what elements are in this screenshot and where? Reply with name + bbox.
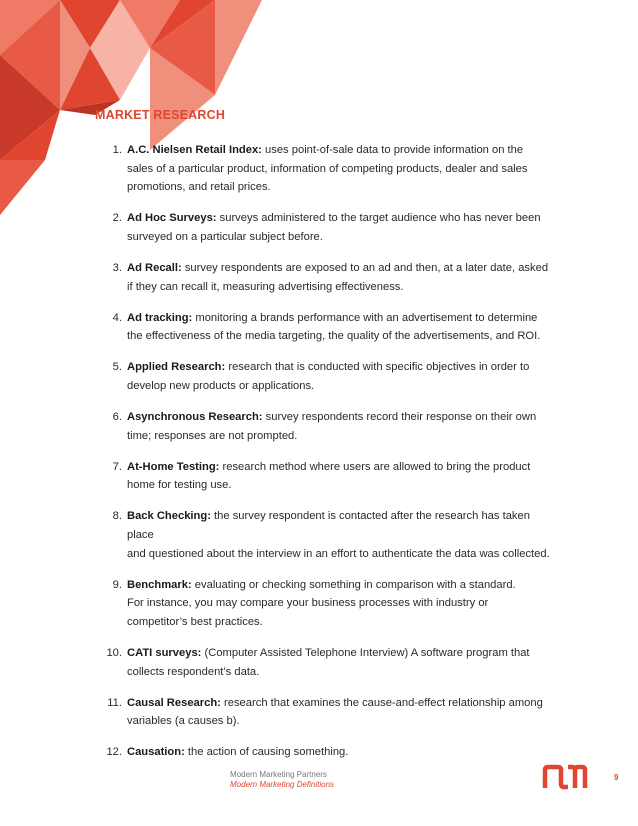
definition-text: evaluating or checking something in comparison with a standard.	[194, 578, 516, 591]
definition-number: 7.	[112, 460, 122, 473]
definition-text: competitor’s best practices.	[127, 615, 263, 628]
brand-logo-icon	[542, 764, 588, 790]
definition-text: (Computer Assisted Telephone Interview) A software program that	[204, 646, 530, 659]
definition-number: 5.	[112, 361, 122, 374]
definition-item	[95, 259, 555, 296]
definition-text: develop new products or applications.	[127, 379, 315, 392]
definition-text: collects respondent’s data.	[127, 665, 260, 678]
definition-term: Ad tracking:	[127, 311, 193, 324]
definition-item	[95, 141, 555, 197]
definition-item	[95, 743, 555, 762]
definition-term: Back Checking:	[127, 510, 211, 523]
definition-text: monitoring a brands performance with an advertisement to determine	[195, 311, 538, 324]
definition-term: Causation:	[127, 746, 185, 759]
definition-number: 2.	[112, 212, 122, 225]
definition-term: A.C. Nielsen Retail Index:	[127, 144, 262, 156]
definition-text: research method where users are allowed to bring the product	[222, 460, 531, 473]
definition-term: At-Home Testing:	[127, 460, 220, 473]
definition-number: 8.	[112, 510, 122, 523]
definition-text: research that is conducted with specific objectives in order to	[228, 361, 530, 374]
definition-item	[95, 458, 555, 495]
definition-text: survey respondents are exposed to an ad and then, at a later date, asked	[184, 261, 549, 274]
definition-item	[95, 408, 555, 445]
definition-item	[95, 507, 555, 563]
definition-item	[95, 309, 555, 346]
definition-term: Asynchronous Research:	[127, 411, 263, 424]
definition-text: the action of causing something.	[187, 746, 349, 759]
definition-text: time; responses are not prompted.	[127, 429, 298, 442]
footer-document-title: Modern Marketing Definitions	[230, 780, 335, 789]
definition-text: the survey respondent is contacted after the research has taken place	[127, 510, 530, 541]
definitions-list	[95, 141, 555, 762]
definition-number: 6.	[112, 411, 122, 424]
definition-number: 11.	[107, 696, 122, 709]
footer-company: Modern Marketing Partners	[230, 770, 327, 779]
definition-text: variables (a causes b).	[127, 715, 240, 728]
definition-text: sales of a particular product, information of competing products, dealer and sales	[127, 162, 528, 175]
definition-text: surveys administered to the target audience who has never been	[219, 212, 541, 225]
definition-text: uses point-of-sale data to provide information on the	[265, 144, 524, 156]
definition-item	[95, 209, 555, 246]
definition-text: surveyed on a particular subject before.	[127, 230, 323, 243]
section-title: MARKET RESEARCH	[95, 108, 226, 122]
definition-term: Ad Hoc Surveys:	[127, 212, 217, 225]
definition-number: 9.	[112, 578, 122, 591]
definition-number: 4.	[112, 311, 122, 324]
definition-text: promotions, and retail prices.	[127, 181, 271, 194]
definition-text: For instance, you may compare your business processes with industry or	[127, 597, 489, 610]
definition-number: 10.	[106, 646, 122, 659]
definition-number: 3.	[112, 261, 122, 274]
definition-term: Causal Research:	[127, 696, 221, 709]
definition-number: 12.	[106, 746, 122, 759]
definition-item	[95, 358, 555, 395]
definition-item	[95, 644, 555, 681]
footer	[230, 770, 334, 790]
page-number: 9	[614, 773, 619, 782]
definition-text: if they can recall it, measuring advertising effectiveness.	[127, 280, 404, 293]
definition-text: survey respondents record their response on their own	[265, 411, 537, 424]
definition-number: 1.	[112, 144, 122, 156]
definition-term: Applied Research:	[127, 361, 226, 374]
definition-text: and questioned about the interview in an effort to authenticate the data was collected.	[127, 547, 550, 560]
definition-term: CATI surveys:	[127, 646, 202, 659]
definition-text: home for testing use.	[127, 479, 232, 492]
definition-term: Ad Recall:	[127, 261, 182, 274]
definition-item	[95, 694, 555, 731]
definition-item	[95, 576, 555, 632]
definition-text: the effectiveness of the media targeting, the quality of the advertisements, and ROI.	[127, 330, 541, 343]
definition-term: Benchmark:	[127, 578, 192, 591]
definition-text: research that examines the cause-and-effect relationship among	[224, 696, 543, 709]
